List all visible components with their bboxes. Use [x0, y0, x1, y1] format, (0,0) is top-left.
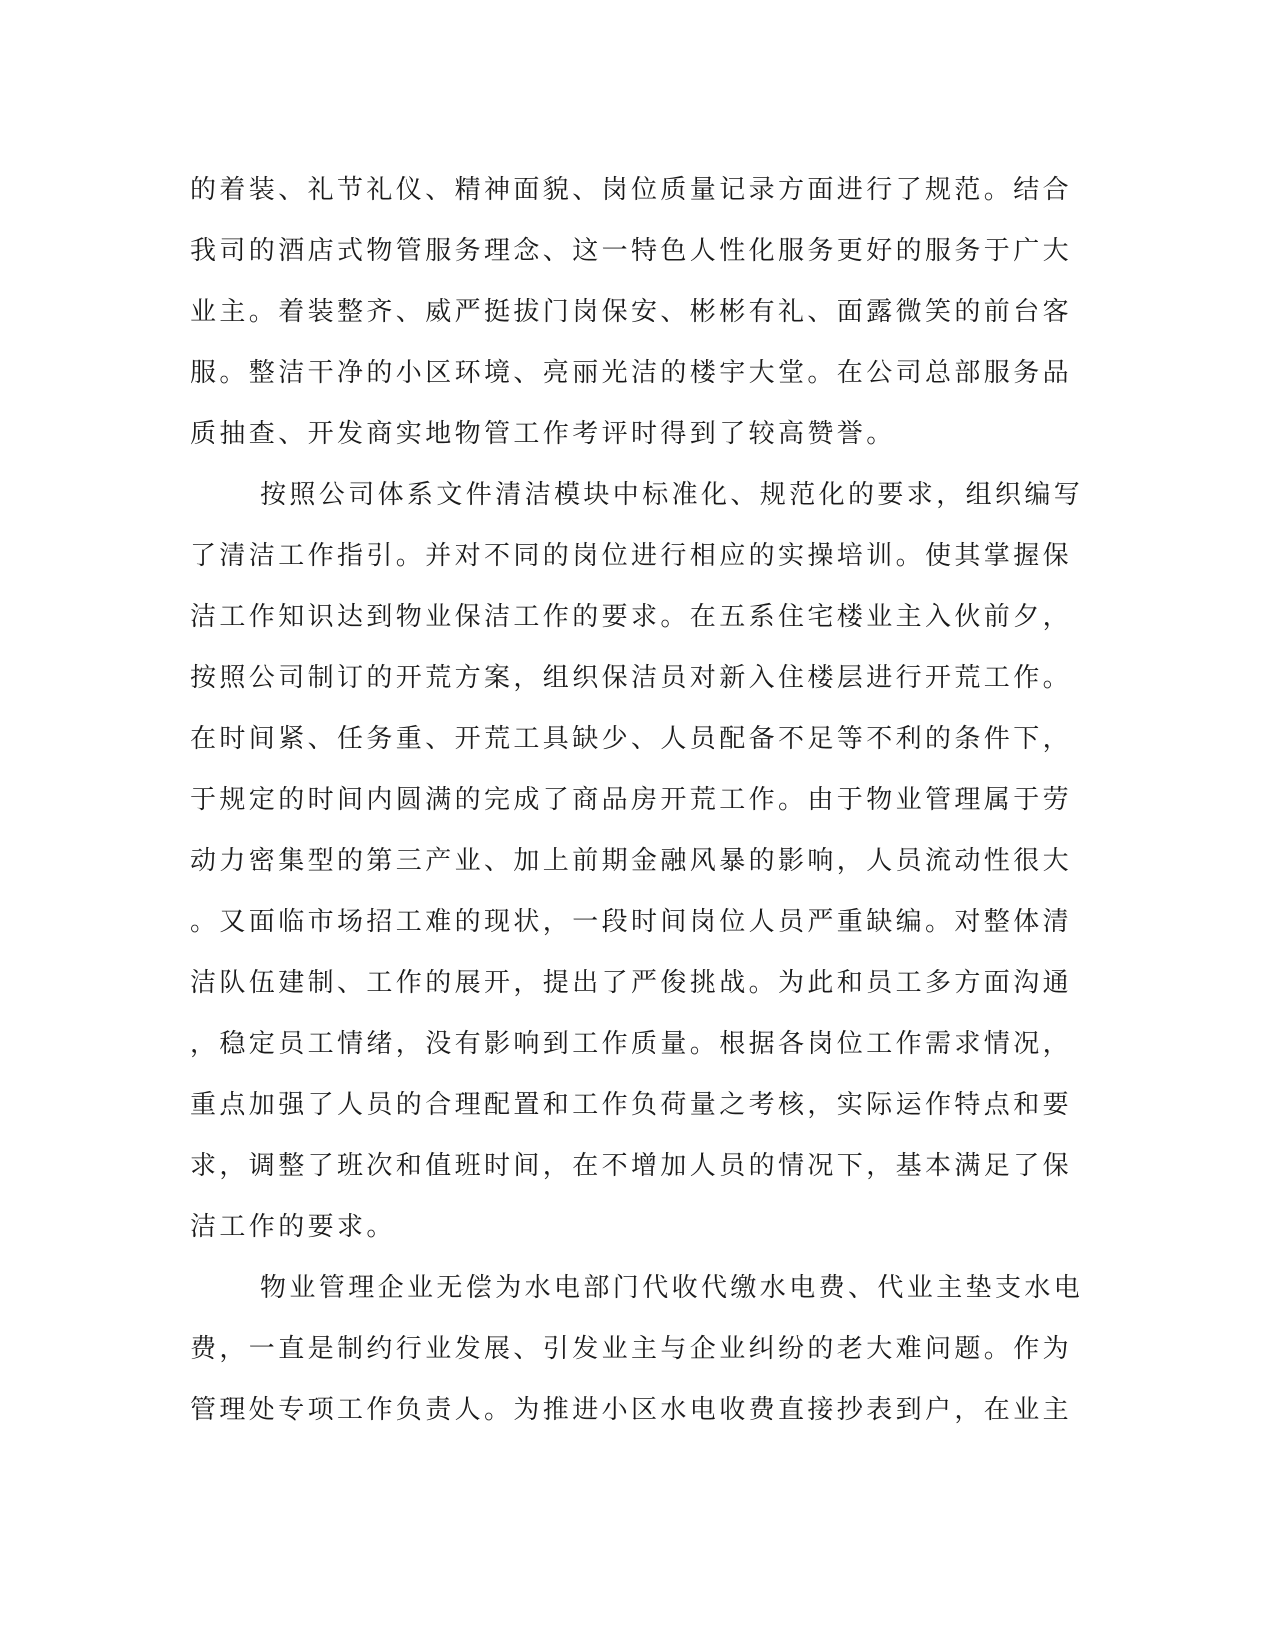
- text-line: 服。整洁干净的小区环境、亮丽光洁的楼宇大堂。在公司总部服务品: [190, 358, 1073, 388]
- text-line: 动力密集型的第三产业、加上前期金融风暴的影响，人员流动性很大: [190, 846, 1073, 876]
- text-line: 。又面临市场招工难的现状，一段时间岗位人员严重缺编。对整体清: [190, 907, 1073, 937]
- text-line: 了清洁工作指引。并对不同的岗位进行相应的实操培训。使其掌握保: [190, 541, 1073, 571]
- text-line: 我司的酒店式物管服务理念、这一特色人性化服务更好的服务于广大: [190, 236, 1073, 266]
- text-line: 于规定的时间内圆满的完成了商品房开荒工作。由于物业管理属于劳: [190, 785, 1073, 815]
- body-text: [190, 160, 1090, 1441]
- text-line: ，稳定员工情绪，没有影响到工作质量。根据各岗位工作需求情况，: [190, 1029, 1073, 1059]
- text-line: 洁工作的要求。: [190, 1212, 396, 1242]
- text-line: 业主。着装整齐、威严挺拔门岗保安、彬彬有礼、面露微笑的前台客: [190, 297, 1073, 327]
- text-line: 按照公司制订的开荒方案，组织保洁员对新入住楼层进行开荒工作。: [190, 663, 1073, 693]
- text-line: 洁工作知识达到物业保洁工作的要求。在五系住宅楼业主入伙前夕，: [190, 602, 1073, 632]
- paragraph-first-line: 按照公司体系文件清洁模块中标准化、规范化的要求，组织编写: [260, 480, 1084, 510]
- text-line: 求，调整了班次和值班时间，在不增加人员的情况下，基本满足了保: [190, 1151, 1073, 1181]
- text-line: 重点加强了人员的合理配置和工作负荷量之考核，实际运作特点和要: [190, 1090, 1073, 1120]
- text-line: 费，一直是制约行业发展、引发业主与企业纠纷的老大难问题。作为: [190, 1334, 1073, 1364]
- text-line: 洁队伍建制、工作的展开，提出了严俊挑战。为此和员工多方面沟通: [190, 968, 1073, 998]
- text-line: 的着装、礼节礼仪、精神面貌、岗位质量记录方面进行了规范。结合: [190, 175, 1073, 205]
- text-line: 在时间紧、任务重、开荒工具缺少、人员配备不足等不利的条件下，: [190, 724, 1073, 754]
- text-line: 管理处专项工作负责人。为推进小区水电收费直接抄表到户，在业主: [190, 1395, 1073, 1425]
- text-line: 质抽查、开发商实地物管工作考评时得到了较高赞誉。: [190, 419, 896, 449]
- paragraph-first-line: 物业管理企业无偿为水电部门代收代缴水电费、代业主垫支水电: [260, 1273, 1084, 1303]
